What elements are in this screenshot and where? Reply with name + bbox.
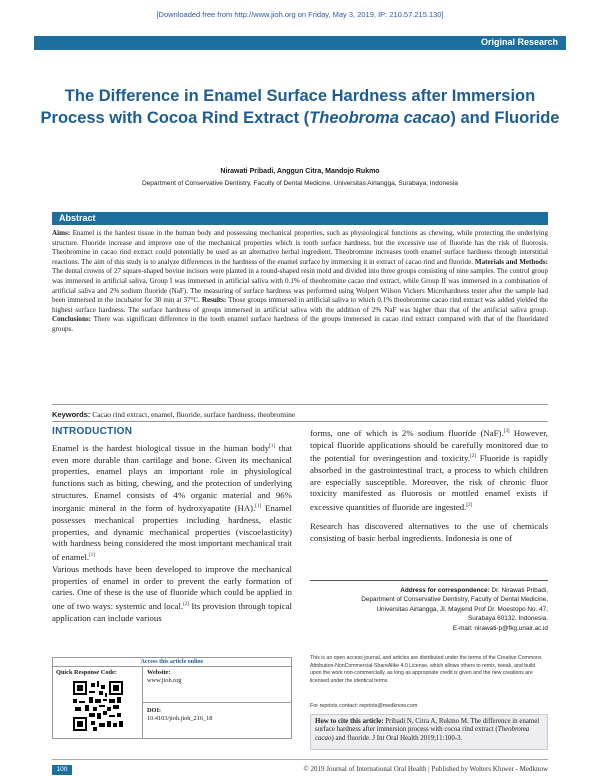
article-type-bar — [34, 36, 566, 50]
keywords-bottom-rule — [52, 421, 548, 422]
introduction-heading: INTRODUCTION — [52, 426, 133, 437]
access-details: Website: www.jioh.org — [143, 667, 291, 738]
intro-paragraph-4: Research has discovered alternatives to the use of chemicals consisting of basic herbal ingredients. Indonesia is one of — [310, 521, 548, 543]
abstract-heading-bar — [52, 212, 548, 225]
correspondence-address: Address for correspondence: Dr. Nirawati Pribadi, Department of Conservative Dentistry, Faculty of Dental Medicine, Universitas Airlangga, Jl. Mayjend Prof Dr. Moestopo No. 47, Surabaya 60132, Indonesia. E-mail: nirawati-p@fkg.unair.ac.id — [310, 586, 548, 633]
keywords: Keywords: Cacao rind extract, enamel, fluoride, surface hardness, theobromine — [52, 410, 296, 419]
affiliation: Department of Conservative Dentistry, Faculty of Dental Medicine, Universitas Airlangga, Surabaya, Indonesia — [141, 180, 458, 187]
doi-link[interactable]: 10.4103/jioh.jioh_216_18 — [147, 715, 213, 722]
doi-details: DOI: 10.4103/jioh.jioh_216_18 — [143, 705, 291, 738]
website-link[interactable]: www.jioh.org — [147, 677, 182, 684]
correspondence-email[interactable]: E-mail: nirawati-p@fkg.unair.ac.id — [452, 624, 548, 632]
article-title: The Difference in Enamel Surface Hardness after Immersion Process with Cocoa Rind Extract (Theobroma cacao) and Fluoride — [40, 87, 560, 127]
correspondence-rule — [310, 580, 548, 581]
footer-text: © 2019 Journal of International Oral Health | Published by Wolters Kluwer - Medknow — [303, 765, 548, 773]
keywords-top-rule — [52, 404, 548, 405]
article-type: Original Research — [480, 37, 558, 47]
footer-rule — [52, 759, 548, 760]
authors: Nirawati Pribadi, Anggun Citra, Mandojo Rukmo — [220, 168, 380, 175]
reprints-contact[interactable]: For reprints contact: reprints@medknow.com — [310, 703, 418, 709]
abstract-heading: Abstract — [59, 213, 96, 223]
qr-section — [53, 667, 143, 738]
access-divider — [143, 702, 291, 703]
license-text: This is an open access journal, and articles are distributed under the terms of the Creative Commons Attribution-NonCommercial-ShareAlike 4.0 License, which allows others to remix, tweak, and build upon the work non-commercially, as long as appropriate credit is given and the new creations are licensed under the identical terms. — [310, 655, 542, 684]
download-banner[interactable]: [Downloaded free from http://www.jioh.org on Friday, May 3, 2019, IP: 210.57.215.130] — [156, 10, 444, 19]
qr-code-icon[interactable] — [73, 681, 123, 731]
abstract-text: Aims: Enamel is the hardest tissue in the human body and possessing mechanical properties, such as physiological functions as chewing, while protecting the underlying structure. Fluoride increase and improve one of the mechanical properties which is tooth surface hardness, but the excessive use of fluoride has the risk of fluorosis. Theobromine in cacao rind extract could potentially be used as an alternative herbal ingredient. Theobromine increases tooth enamel surface hardness through interstitial reactions. The aim of this study is to analyze differences in the hardness of the enamel surface by immersing it in extract of cacao rind and fluoride. Materials and Methods: The dental crowns of 27 square-shaped bovine incisors were planted in a round-shaped resin mold and divided into three groups consisting of nine samples. The control group was immersed in artificial saliva, Group I was immersed in artificial saliva with 0.1% of theobromine cacao rind extract, while Group II was immersed in a combination of artificial saliva and 2% sodium fluoride (NaF). The measuring of surface hardness was performed using Wolpert Wilson Vickers Microhardness tester after the sample had been immersed in the incubator for 30 min at 37°C. Results: Those groups immersed in artificial saliva to which 0.1% theobromine cacao rind extract was added yielded the highest surface hardness. The surface hardness of groups immersed in artificial saliva with the addition of 2% NaF was higher than that of the artificial saliva group. Conclusions: There was significant difference in the tooth enamel surface hardness of the groups immersed in cacao rind extract compared with that of the fluoridated groups. — [52, 229, 548, 333]
intro-paragraph-3: forms, one of which is 2% sodium fluoride (NaF).[3] However, topical fluoride applications should be carefully monitored due to the potential for overingestion and toxicity.[2] Fluoride is rapidly absorbed in the gastrointestinal tract, a process to which children are especially susceptible. Moreover, the risk of chronic fluor toxicity manifested as fluorosis or mottled enamel exists if excessive quantities of fluoride are ingested.[2] — [310, 427, 548, 512]
access-heading: Access this article online — [53, 658, 291, 667]
access-online-box — [52, 657, 292, 739]
intro-paragraph-1: Enamel is the hardest biological tissue in the human body[1] that even more durable than cartilage and bone. Given its mechanical properties, enamel plays an important role in physiological functions such as biting, chewing, and the protection of underlying structures. Enamel consists of 4% organic material and 96% inorganic mineral in the form of hydroxyapatite (HA).[1] Enamel possesses mechanical properties including hardness, elastic properties, and dynamic mechanical properties (viscoelasticity) with hardness being considered the most important mechanical trait of enamel.[1] — [52, 442, 292, 563]
qr-label: Quick Response Code: — [56, 669, 117, 676]
citation-box: How to cite this article: Pribadi N, Citra A, Rukmo M. The difference in enamel surface hardness after immersion process with cocoa rind extract (Theobroma cacao) and fluoride. J Int Oral Health 2019;11:100-3. — [310, 714, 548, 750]
intro-paragraph-2: Various methods have been developed to improve the mechanical properties of enamel in order to prevent the early formation of caries. One of these is the use of fluoride which could be applied in one of two ways: systemic and local.[2] Its provision through topical application can include various — [52, 564, 292, 623]
page-number: 100 — [52, 765, 72, 775]
